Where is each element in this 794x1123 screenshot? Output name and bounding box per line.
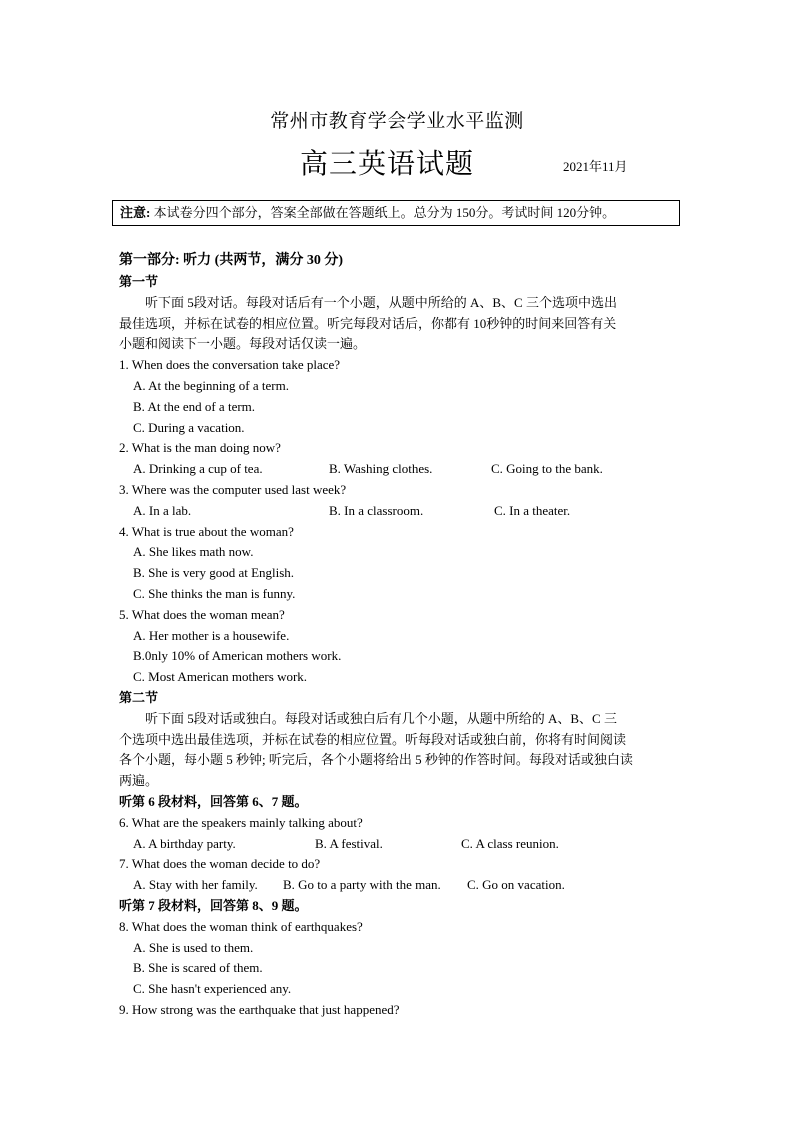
answer-option: A. She is used to them. xyxy=(133,939,254,955)
group-heading: 听第 7 段材料，回答第 8、9 题。 xyxy=(119,897,308,913)
instruction-line: 小题和阅读下一小题。每段对话仅读一遍。 xyxy=(119,336,367,352)
answer-option: C. Most American mothers work. xyxy=(133,669,308,685)
answer-option: B. Washing clothes. xyxy=(329,461,433,477)
answer-options-row xyxy=(119,501,684,522)
section1-heading: 第一节 xyxy=(119,274,159,289)
answer-option: B. At the end of a term. xyxy=(133,398,256,414)
answer-option: B. A festival. xyxy=(315,835,383,851)
answer-option: A. Her mother is a housewife. xyxy=(133,627,290,643)
notice-label: 注意: xyxy=(120,205,151,220)
answer-option: B. She is very good at English. xyxy=(133,565,295,581)
answer-option: A. Stay with her family. xyxy=(133,877,258,893)
exam-subtitle: 常州市教育学会学业水平监测 xyxy=(270,111,524,132)
answer-option: A. She likes math now. xyxy=(133,544,254,560)
instruction-line: 听下面 5段对话或独白。每段对话或独白后有几个小题，从题中所给的 A、B、C 三 xyxy=(145,710,617,726)
instruction-line: 最佳选项，并标在试卷的相应位置。听完每段对话后，你都有 10秒钟的时间来回答有关 xyxy=(119,315,617,331)
answer-option: C. Go on vacation. xyxy=(467,877,565,893)
notice-text: 本试卷分四个部分，答案全部做在答题纸上。总分为 150分。考试时间 120分钟。 xyxy=(150,205,616,220)
answer-option: C. She thinks the man is funny. xyxy=(133,585,296,601)
question-stem: 6. What are the speakers mainly talking about? xyxy=(119,814,363,830)
notice-box xyxy=(112,200,680,226)
question-stem: 1. When does the conversation take place? xyxy=(119,357,341,373)
question-stem: 5. What does the woman mean? xyxy=(119,606,285,622)
answer-option: A. At the beginning of a term. xyxy=(133,377,289,393)
section2-instructions xyxy=(119,709,684,792)
answer-option: B. In a classroom. xyxy=(329,502,424,518)
answer-option: A. A birthday party. xyxy=(133,835,236,851)
question-stem: 7. What does the woman decide to do? xyxy=(119,856,321,872)
answer-option: C. Going to the bank. xyxy=(491,461,603,477)
answer-option: C. A class reunion. xyxy=(461,835,559,851)
answer-options-row xyxy=(119,834,684,855)
answer-option: B. She is scared of them. xyxy=(133,960,263,976)
answer-options-row xyxy=(119,875,684,896)
answer-option: A. In a lab. xyxy=(133,502,192,518)
instruction-line: 各个小题，每小题 5 秒钟; 听完后，各个小题将给出 5 秒钟的作答时间。每段对话或独白读 xyxy=(119,752,633,768)
exam-content xyxy=(119,250,684,1021)
exam-date: 2021年11月 xyxy=(563,159,628,174)
answer-option: C. In a theater. xyxy=(494,502,571,518)
question-stem: 8. What does the woman think of earthquakes? xyxy=(119,918,363,934)
instruction-line: 两遍。 xyxy=(119,773,159,789)
question-stem: 3. Where was the computer used last week? xyxy=(119,481,347,497)
group-heading: 听第 6 段材料，回答第 6、7 题。 xyxy=(119,793,308,809)
question-stem: 4. What is true about the woman? xyxy=(119,523,294,539)
instruction-line: 听下面 5段对话。每段对话后有一个小题，从题中所给的 A、B、C 三个选项中选出 xyxy=(145,294,617,310)
question-stem: 9. How strong was the earthquake that just happened? xyxy=(119,1001,400,1017)
answer-option: B. Go to a party with the man. xyxy=(283,877,441,893)
exam-title: 高三英语试题 xyxy=(300,149,475,180)
question-stem: 2. What is the man doing now? xyxy=(119,440,281,456)
answer-option: A. Drinking a cup of tea. xyxy=(133,461,263,477)
instruction-line: 个选项中选出最佳选项，并标在试卷的相应位置。听每段对话或独白前，你将有时间阅读 xyxy=(119,731,627,747)
answer-option: C. During a vacation. xyxy=(133,419,245,435)
answer-option: C. She hasn't experienced any. xyxy=(133,981,292,997)
answer-options-row xyxy=(119,459,684,480)
section1-instructions xyxy=(119,293,684,355)
part1-heading: 第一部分: 听力 (共两节，满分 30 分) xyxy=(119,253,343,268)
section2-heading: 第二节 xyxy=(119,689,159,705)
answer-option: B.0nly 10% of American mothers work. xyxy=(133,648,342,664)
